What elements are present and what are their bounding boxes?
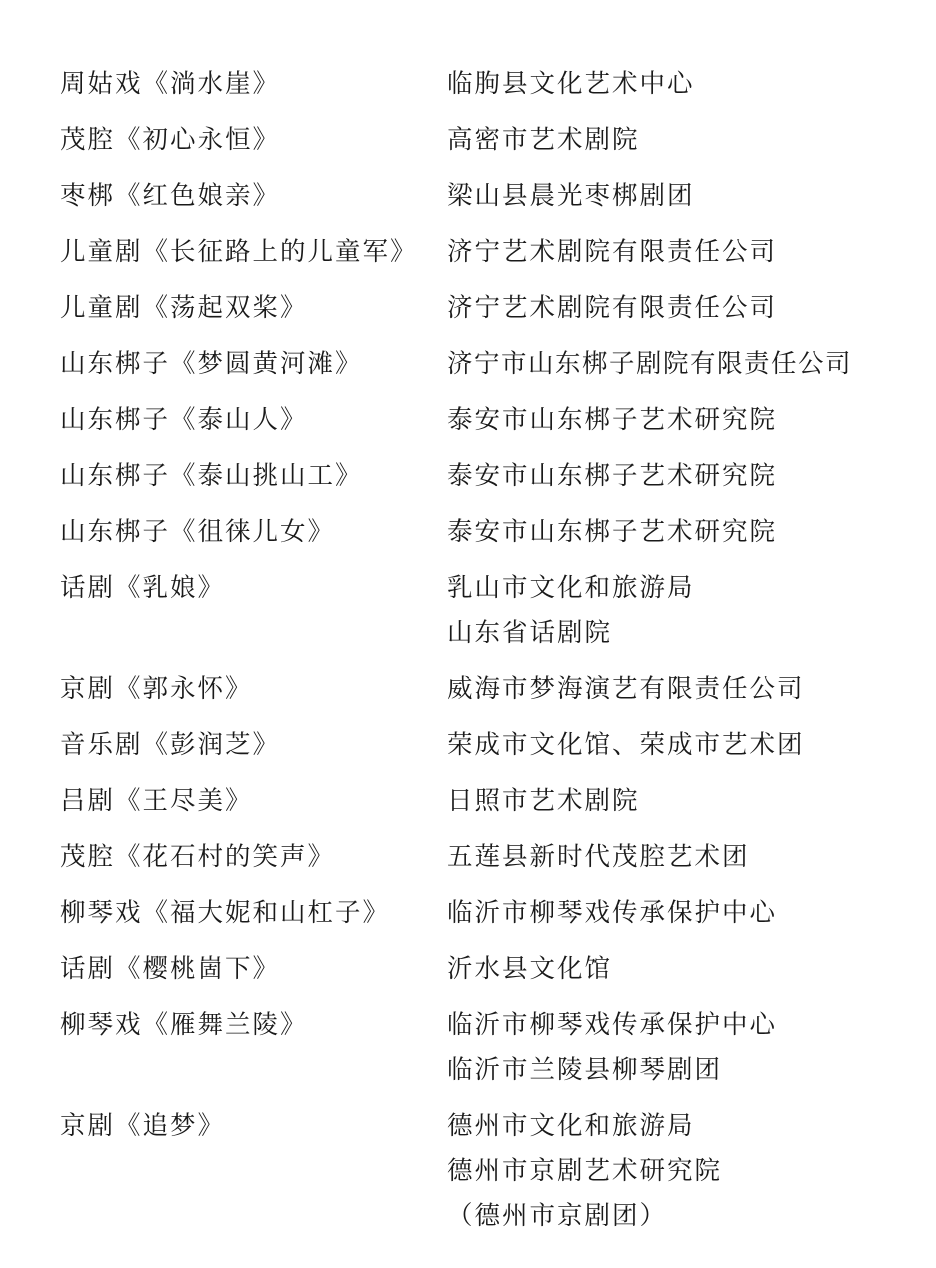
work-title: 山东梆子《泰山挑山工》 xyxy=(60,461,363,491)
list-item xyxy=(60,118,920,163)
unit-list xyxy=(447,398,920,443)
unit-name: 济宁艺术剧院有限责任公司 xyxy=(447,237,778,267)
unit-list xyxy=(447,891,920,936)
list-item xyxy=(60,947,920,992)
work-title: 儿童剧《长征路上的儿童军》 xyxy=(60,237,418,267)
work-title: 柳琴戏《雁舞兰陵》 xyxy=(60,1010,308,1040)
unit-name: 沂水县文化馆 xyxy=(447,954,613,984)
unit-name: 德州市文化和旅游局 xyxy=(447,1111,695,1141)
unit-name: 济宁市山东梆子剧院有限责任公司 xyxy=(447,349,853,379)
unit-name: 泰安市山东梆子艺术研究院 xyxy=(447,461,778,491)
list-item xyxy=(60,398,920,443)
unit-name: 山东省话剧院 xyxy=(447,618,613,648)
unit-list xyxy=(447,566,920,656)
work-title: 柳琴戏《福大妮和山杠子》 xyxy=(60,898,391,928)
list-item xyxy=(60,835,920,880)
unit-list xyxy=(447,947,920,992)
work-title: 茂腔《花石村的笑声》 xyxy=(60,842,336,872)
unit-list xyxy=(447,118,920,163)
unit-list xyxy=(447,723,920,768)
work-title: 周姑戏《淌水崖》 xyxy=(60,69,281,99)
list-item xyxy=(60,510,920,555)
unit-name: 济宁艺术剧院有限责任公司 xyxy=(447,293,778,323)
list-item xyxy=(60,1003,920,1093)
list-item xyxy=(60,779,920,824)
unit-list xyxy=(447,286,920,331)
unit-list xyxy=(447,510,920,555)
work-title: 枣梆《红色娘亲》 xyxy=(60,181,281,211)
work-title: 京剧《追梦》 xyxy=(60,1111,226,1141)
unit-name: 日照市艺术剧院 xyxy=(447,786,640,816)
unit-name: 临朐县文化艺术中心 xyxy=(447,69,695,99)
unit-list xyxy=(447,174,920,219)
unit-list xyxy=(447,62,920,107)
unit-name: 威海市梦海演艺有限责任公司 xyxy=(447,674,805,704)
list-item xyxy=(60,891,920,936)
list-item xyxy=(60,230,920,275)
list-item xyxy=(60,566,920,656)
list-item xyxy=(60,1104,920,1239)
work-title: 音乐剧《彭润芝》 xyxy=(60,730,281,760)
list-item xyxy=(60,286,920,331)
unit-list xyxy=(447,779,920,824)
unit-name: 五莲县新时代茂腔艺术团 xyxy=(447,842,750,872)
unit-name: （德州市京剧团） xyxy=(447,1201,668,1231)
list-item xyxy=(60,174,920,219)
work-title: 茂腔《初心永恒》 xyxy=(60,125,281,155)
unit-name: 泰安市山东梆子艺术研究院 xyxy=(447,517,778,547)
work-title: 吕剧《王尽美》 xyxy=(60,786,253,816)
unit-list xyxy=(447,835,920,880)
unit-list xyxy=(447,342,920,387)
unit-name: 临沂市柳琴戏传承保护中心 xyxy=(447,898,778,928)
work-title: 话剧《乳娘》 xyxy=(60,573,226,603)
unit-name: 乳山市文化和旅游局 xyxy=(447,573,695,603)
unit-name: 泰安市山东梆子艺术研究院 xyxy=(447,405,778,435)
unit-list xyxy=(447,454,920,499)
unit-name: 临沂市兰陵县柳琴剧团 xyxy=(447,1055,723,1085)
list-item xyxy=(60,454,920,499)
work-title: 山东梆子《梦圆黄河滩》 xyxy=(60,349,363,379)
unit-name: 德州市京剧艺术研究院 xyxy=(447,1156,723,1186)
work-title: 山东梆子《泰山人》 xyxy=(60,405,308,435)
work-title: 山东梆子《徂徕儿女》 xyxy=(60,517,336,547)
list-item xyxy=(60,62,920,107)
unit-name: 高密市艺术剧院 xyxy=(447,125,640,155)
unit-list xyxy=(447,667,920,712)
unit-name: 荣成市文化馆、荣成市艺术团 xyxy=(447,730,805,760)
unit-list xyxy=(447,230,920,275)
work-title: 京剧《郭永怀》 xyxy=(60,674,253,704)
unit-list xyxy=(447,1003,920,1093)
work-title: 儿童剧《荡起双桨》 xyxy=(60,293,308,323)
list-item xyxy=(60,667,920,712)
works-list xyxy=(60,62,920,1250)
unit-list xyxy=(447,1104,920,1239)
unit-name: 临沂市柳琴戏传承保护中心 xyxy=(447,1010,778,1040)
list-item xyxy=(60,342,920,387)
work-title: 话剧《樱桃崮下》 xyxy=(60,954,281,984)
unit-name: 梁山县晨光枣梆剧团 xyxy=(447,181,695,211)
list-item xyxy=(60,723,920,768)
